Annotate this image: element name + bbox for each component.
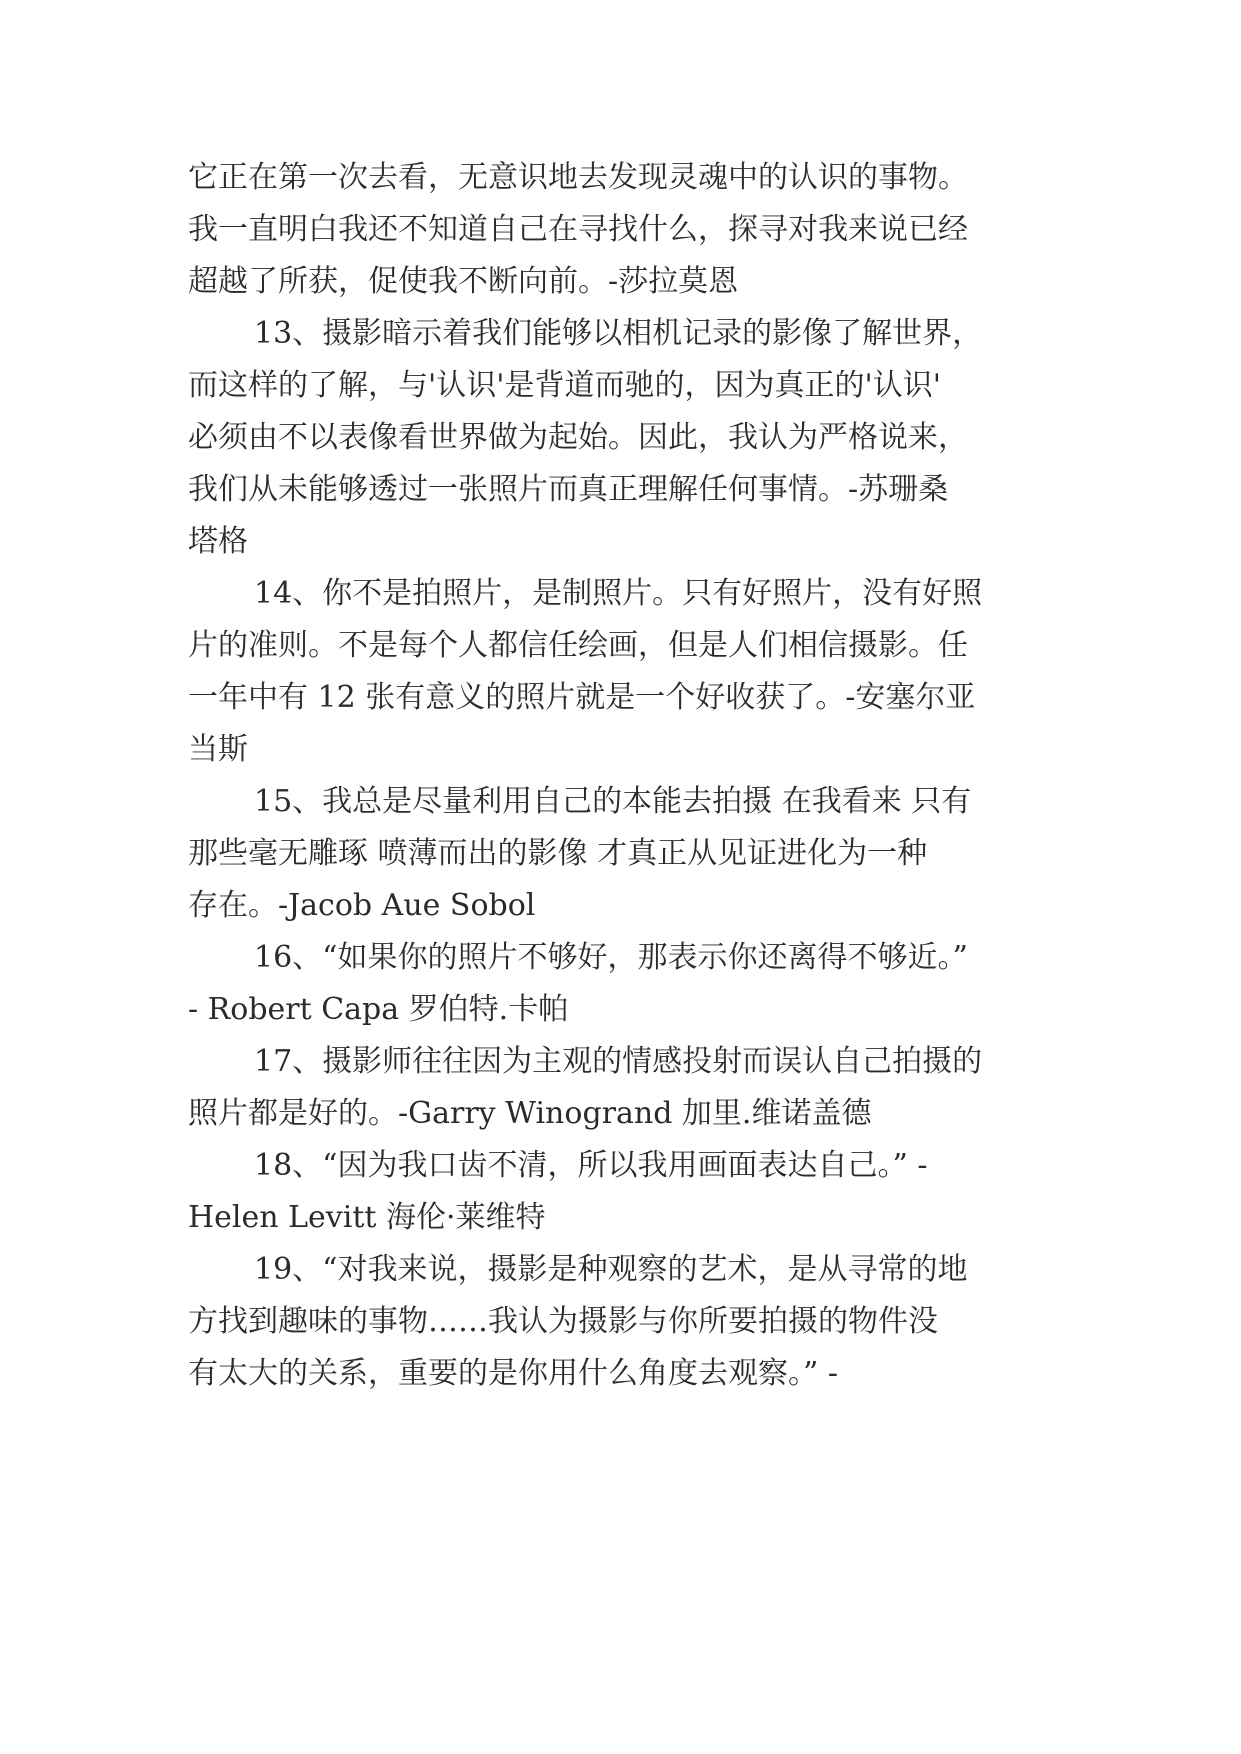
- text-line: 必须由不以表像看世界做为起始。因此，我认为严格说来，: [188, 420, 968, 455]
- text-line: 塔格: [188, 524, 248, 559]
- text-line: Helen Levitt 海伦·莱维特: [188, 1200, 546, 1235]
- text-line: 我们从未能够透过一张照片而真正理解任何事情。-苏珊桑: [188, 472, 949, 507]
- text-line: 而这样的了解，与'认识'是背道而驰的，因为真正的'认识': [188, 368, 941, 403]
- paragraph-start-line: 13、摄影暗示着我们能够以相机记录的影像了解世界，: [254, 316, 983, 351]
- text-line: 片的准则。不是每个人都信任绘画，但是人们相信摄影。任: [188, 628, 968, 663]
- paragraph-start-line: 14、你不是拍照片，是制照片。只有好照片，没有好照: [254, 576, 983, 611]
- paragraph-start-line: 18、“因为我口齿不清，所以我用画面表达自己。” -: [254, 1148, 928, 1183]
- paragraph-start-line: 17、摄影师往往因为主观的情感投射而误认自己拍摄的: [254, 1044, 983, 1079]
- text-line: 一年中有 12 张有意义的照片就是一个好收获了。-安塞尔亚: [188, 680, 976, 715]
- text-line: 我一直明白我还不知道自己在寻找什么，探寻对我来说已经: [188, 212, 968, 247]
- text-line: 方找到趣味的事物……我认为摄影与你所要拍摄的物件没: [188, 1304, 938, 1339]
- paragraph-start-line: 16、“如果你的照片不够好，那表示你还离得不够近。”: [254, 940, 968, 975]
- text-line: 存在。-Jacob Aue Sobol: [188, 888, 536, 923]
- text-line: 那些毫无雕琢 喷薄而出的影像 才真正从见证进化为一种: [188, 836, 928, 871]
- text-line: 照片都是好的。-Garry Winogrand 加里.维诺盖德: [188, 1096, 872, 1131]
- text-line: - Robert Capa 罗伯特.卡帕: [188, 992, 569, 1027]
- paragraph-start-line: 19、“对我来说，摄影是种观察的艺术，是从寻常的地: [254, 1252, 968, 1287]
- text-line: 当斯: [188, 732, 248, 767]
- text-line: 它正在第一次去看，无意识地去发现灵魂中的认识的事物。: [188, 160, 968, 195]
- text-line: 超越了所获，促使我不断向前。-莎拉莫恩: [188, 264, 739, 299]
- paragraph-start-line: 15、我总是尽量利用自己的本能去拍摄 在我看来 只有: [254, 784, 972, 819]
- text-line: 有太大的关系，重要的是你用什么角度去观察。” -: [188, 1356, 839, 1391]
